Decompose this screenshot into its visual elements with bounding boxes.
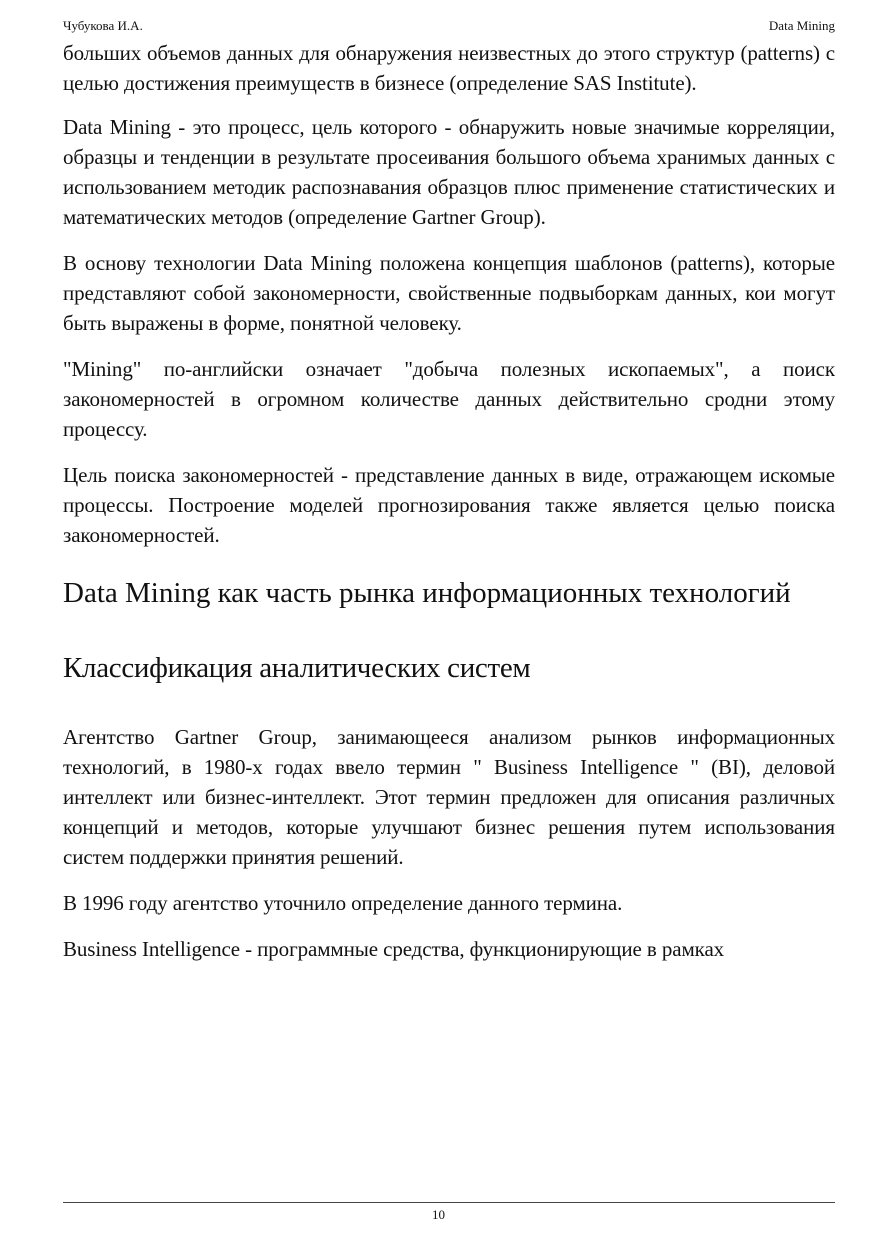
paragraph-mining-meaning: "Mining" по-английски означает "добыча полезных ископаемых", а поиск закономерностей в огромном количестве данных действительно сродни этому процессу.: [63, 357, 835, 441]
page-content: [63, 38, 835, 980]
page-number: 10: [432, 1207, 445, 1222]
paragraph-business-intelligence: Агентство Gartner Group, занимающееся анализом рынков информационных технологий, в 1980-х годах ввело термин " Business Intelligence " (BI), деловой интеллект или бизнес-интеллект. Этот термин предложен для описания различных концепций и методов, которые улучшают бизнес решения путем использования систем поддержки принятия решений.: [63, 725, 835, 869]
paragraph-continued-definition: больших объемов данных для обнаружения неизвестных до этого структур (patterns) с целью достижения преимуществ в бизнесе (определение SAS Institute).: [63, 41, 835, 95]
paragraph-gartner-definition: Data Mining - это процесс, цель которого - обнаружить новые значимые корреляции, образцы и тенденции в результате просеивания большого объема хранимых данных с использованием методик распознавания образцов плюс применение статистических и математических методов (определение Gartner Group).: [63, 115, 835, 229]
header-author: Чубукова И.А.: [63, 18, 143, 33]
subsection-heading: Классификация аналитических систем: [63, 652, 531, 684]
paragraph-1996-definition: В 1996 году агентство уточнило определение данного термина.: [63, 891, 623, 915]
page-header: [63, 16, 835, 36]
section-heading: Data Mining как часть рынка информационных технологий: [63, 577, 791, 609]
paragraph-patterns-concept: В основу технологии Data Mining положена концепция шаблонов (patterns), которые представляют собой закономерности, свойственные подвыборкам данных, кои могут быть выражены в форме, понятной человеку.: [63, 251, 835, 335]
footer-divider: [63, 1202, 835, 1203]
paragraph-search-goal: Цель поиска закономерностей - представление данных в виде, отражающем искомые процессы. Построение моделей прогнозирования также является целью поиска закономерностей.: [63, 463, 835, 547]
header-subject: Data Mining: [768, 18, 835, 33]
paragraph-bi-definition-start: Business Intelligence - программные средства, функционирующие в рамках: [63, 937, 725, 961]
